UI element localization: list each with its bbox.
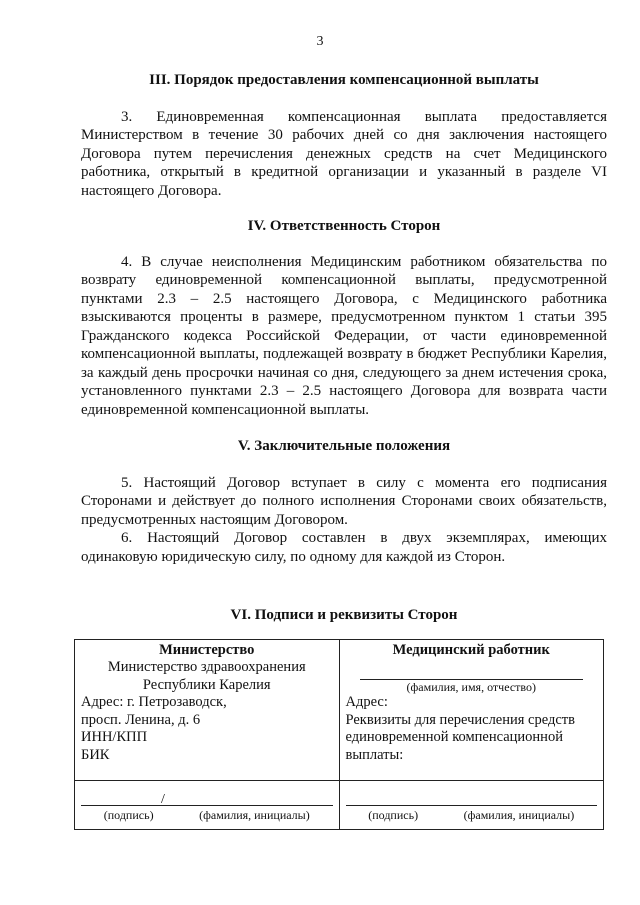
ministry-bik: БИК (81, 746, 110, 763)
ministry-org-line1: Министерство здравоохранения (107, 659, 306, 675)
section-3-title: III. Порядок предоставления компенсационной выплаты (149, 72, 539, 88)
ministry-org-line2: Республики Карелия (142, 676, 271, 693)
document-body (81, 64, 607, 830)
ministry-signature-cell (75, 781, 340, 830)
medic-heading: Медицинский работник (392, 641, 550, 658)
ministry-details-cell (75, 639, 340, 781)
section-4-title: IV. Ответственность Сторон (247, 218, 441, 234)
signature-slash: / (161, 792, 165, 807)
medic-details-cell (339, 639, 604, 781)
medic-fio-label: (фамилия, имя, отчество) (406, 680, 536, 694)
ministry-sign-label: (подпись) (103, 808, 154, 822)
section-5-title: V. Заключительные положения (237, 438, 451, 454)
ministry-heading: Министерство (159, 641, 255, 658)
medic-address: Адрес: (345, 694, 388, 710)
medic-requisites: Реквизиты для перечисления средств единовременной компенсационной выплаты: (345, 711, 575, 763)
ministry-signature-line (81, 792, 333, 807)
ministry-name-label: (фамилия, инициалы) (199, 808, 310, 822)
clause-3: 3. Единовременная компенсационная выплата предоставляется Министерством в течение 30 рабочих дней со дня заключения настоящего Договора путем перечисления денежных средств на счет Медицинского работника, открытый в кредитной организации и указанный в разделе VI настоящего Договора. (81, 108, 607, 199)
clause-6: 6. Настоящий Договор составлен в двух экземплярах, имеющих одинаковую юридическую силу, по одному для каждой из Сторон. (81, 530, 607, 565)
clause-5: 5. Настоящий Договор вступает в силу с момента его подписания Сторонами и действует до полного исполнения Сторонами своих обязательств, предусмотренных настоящим Договором. (81, 474, 607, 528)
medic-fio-line (360, 667, 584, 680)
signatures-table (74, 639, 604, 831)
section-6-title: VI. Подписи и реквизиты Сторон (230, 607, 458, 623)
medic-signature-cell (339, 781, 604, 830)
medic-signature-line (346, 805, 598, 806)
clause-4: 4. В случае неисполнения Медицинским работником обязательства по возврату единовременной компенсационной выплаты, предусмотренной пунктами 2.3 – 2.5 настоящего Договора, с Медицинского работника взыскиваются проценты в размере, предусмотренном пунктом 1 статьи 395 Гражданского кодекса Российской Федерации, от части единовременной компенсационной выплаты, подлежащей возврату в бюджет Республики Карелия, за каждый день просрочки начиная со дня, следующего за днем истечения срока, установленного пунктами 2.3 – 2.5 настоящего Договора для возврата части единовременной компенсационной выплаты. (81, 253, 607, 418)
medic-name-label: (фамилия, инициалы) (463, 808, 575, 822)
medic-sign-label: (подпись) (368, 808, 419, 822)
ministry-address-line2: просп. Ленина, д. 6 (81, 711, 201, 728)
page-number: 3 (316, 34, 324, 49)
ministry-address-line1: Адрес: г. Петрозаводск, (81, 694, 227, 710)
ministry-inn: ИНН/КПП (81, 729, 148, 745)
